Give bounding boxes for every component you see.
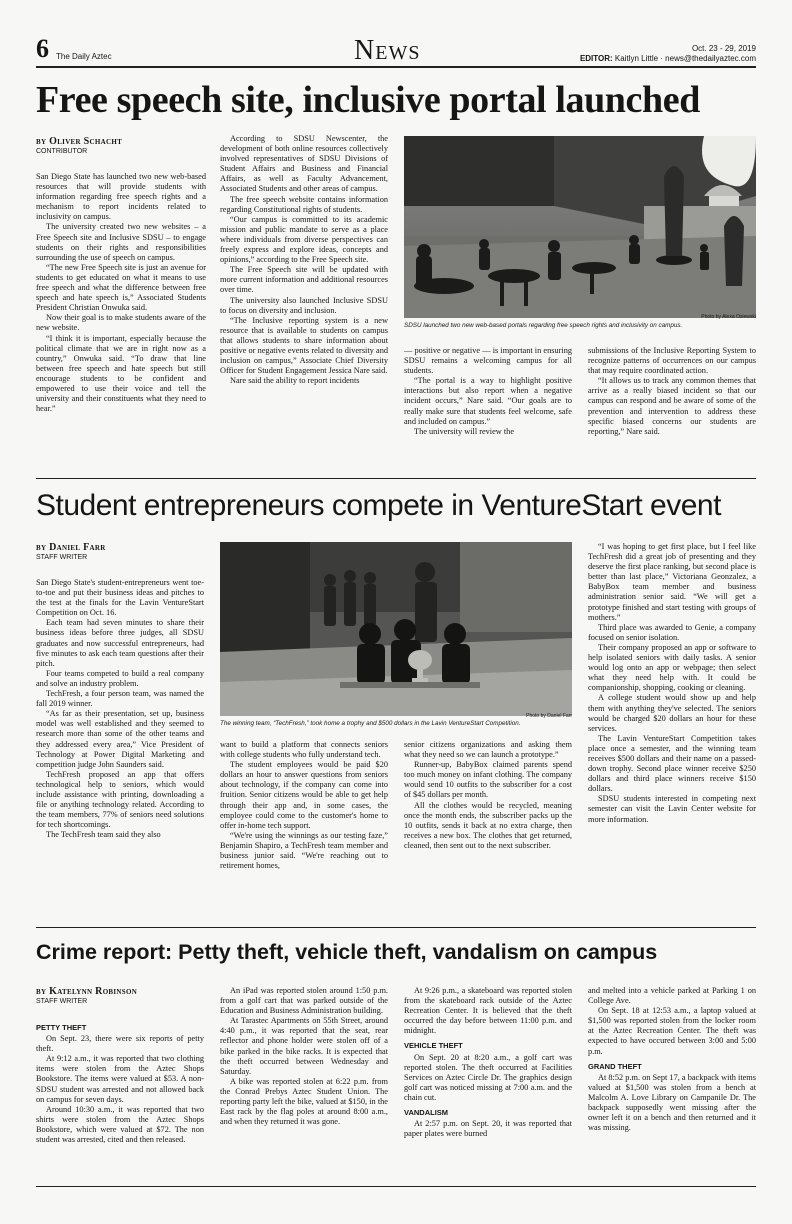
paragraph: A college student would show up and help them with anything they've selected. The seniors would be charged $20 dollars an hour for these services. <box>588 693 756 733</box>
article-3-byline <box>36 986 196 1005</box>
article-2-photo <box>220 542 572 716</box>
paragraph: TechFresh proposed an app that offers technological help to seniors, which would include assistance with printing, downloading a file or anything technology related. According to the team members, 77% of seniors need solutions for tech shortcomings. <box>36 769 204 830</box>
article-3-col-1 <box>36 1018 204 1178</box>
paragraph: The student employees would be paid $20 dollars an hour to answer questions from seniors about technology, if the company can come into fruition. Senior citizens would be able to get help through their app and, in some cases, the employee could come to the customer's home to offer in-home tech support. <box>220 760 388 830</box>
article-2-photo-caption: The winning team, “TechFresh,” took home a trophy and $500 dollars in the Lavin VentureStart Competition. <box>220 720 521 727</box>
paragraph: An iPad was reported stolen around 1:50 p.m. from a golf cart that was parked outside of the Education and Business Administration building. <box>220 986 388 1016</box>
paragraph: “I was hoping to get first place, but I feel like TechFresh did a great job of presenting and they deserve the first place ranking, but second place is better than last place,” Victoriana Geonzalez, a BabyBox team member and business administration senior said. “We will get a prototype finished and start testing with groups of mothers.” <box>588 542 756 622</box>
paragraph: According to SDSU Newscenter, the development of both online resources collectively involved representatives of SDSU Divisions of Student Affairs and Business and Financial Affairs, as well as Faculty Advancement, Associated Students and other areas of campus. <box>220 134 388 194</box>
paragraph: Their company proposed an app or software to help isolated seniors with daily tasks. A senior would log onto an app or webpage; then select what they need help with. It could be companionship, shopping, cooking or cleaning. <box>588 642 756 693</box>
byline-prefix: by <box>36 136 50 147</box>
article-1-byline <box>36 136 196 155</box>
paragraph: The Lavin VentureStart Competition takes place once a semester, and the winning team receives $500 dollars and their name on a passed-down trophy. Second place winner receive $250 dollars and third place winners receive $150 dollars. <box>588 733 756 794</box>
paragraph: Now their goal is to make students aware of the new website. <box>36 313 206 333</box>
article-1-photo-credit: Photo by Alexa Osiewski <box>701 314 756 320</box>
article-3-col-2 <box>220 986 388 1176</box>
editor-contact: Kaitlyn Little · news@thedailyaztec.com <box>614 54 756 63</box>
paragraph: The free speech website contains information regarding Constitutional rights of students. <box>220 194 388 214</box>
paragraph: The TechFresh team said they also <box>46 830 161 840</box>
article-3-col-3 <box>404 986 572 1176</box>
header-rule <box>36 66 756 68</box>
article-2-role: STAFF WRITER <box>36 554 88 561</box>
paragraph: “It allows us to track any common themes that arrive as a really biased incident so that our campus can respond and be aware of some of the prevention and intervention to address these specific biased concerns our students are reporting,” Nare said. <box>588 376 756 436</box>
paragraph: A bike was reported stolen at 6:22 p.m. from the Conrad Prebys Aztec Student Union. The reporting party left the bike, valued at $150, in the East rack by the flag poles at around 8:00 a.m., and when they returned it was gone. <box>220 1076 388 1127</box>
article-3-author: Katelynn Robinson <box>49 986 138 997</box>
article-1-role: CONTRIBUTOR <box>36 148 88 155</box>
paragraph: “We're using the winnings as our testing faze,” Benjamin Shapiro, a TechFresh team member and business junior said. “We're reaching out to retirement homes, <box>220 830 388 871</box>
paragraph: submissions of the Inclusive Reporting System to recognize patterns of occurrences on our campus that may require coordinated action. <box>588 346 756 376</box>
article-1-col-1 <box>36 172 206 464</box>
article-2-headline: Student entrepreneurs compete in VentureStart event <box>36 489 721 522</box>
article-1-author: Oliver Schacht <box>49 136 123 147</box>
section-title: News <box>354 35 421 66</box>
article-1-photo <box>404 136 756 318</box>
paragraph: “Our campus is committed to its academic mission and public mandate to serve as a place where individuals from diverse perspectives can freely express and explore ideas, concepts and opinions,” according to the Free Speech site. <box>220 214 388 265</box>
paragraph: On Sept. 20 at 8:20 a.m., a golf cart was reported stolen. The theft occurred at Facilities Services on Aztec Circle Dr. The graphics design golf cart was noticed missing at 7:00 a.m. and the chain cut. <box>404 1052 572 1102</box>
paragraph: Around 10:30 a.m., it was reported that two shirts were stolen from the Aztec Shops Bookstore, which were valued at $72. The non student was arrested, cited and then released. <box>36 1104 204 1145</box>
article-1-photo-caption: SDSU launched two new web-based portals regarding free speech rights and inclusivity on campus. <box>404 322 683 329</box>
paragraph: At 8:52 p.m. on Sept 17, a backpack with items valued at $1,500 was stolen from a bench at Malcolm A. Love Library on Campanile Dr. The backpack supposedly went missing after the owner left it on a bench and then returned and it was missing. <box>588 1072 756 1133</box>
issue-info <box>580 44 756 64</box>
patio-photo-illustration <box>404 136 756 318</box>
subhead-grand-theft: GRAND THEFT <box>588 1061 642 1071</box>
editor-label: EDITOR: <box>579 54 613 63</box>
paragraph: SDSU students interested in competing next semester can visit the Lavin Center website for more information. <box>588 794 756 824</box>
paragraph: At 2:57 p.m. on Sept. 20, it was reported that paper plates were burned <box>404 1119 572 1139</box>
footer-rule <box>36 1186 756 1187</box>
paragraph: The Free Speech site will be updated with more current information and additional resources over time. <box>220 265 388 295</box>
paragraph: “I think it is important, especially because the political climate that we are in right now as a country,” Onwuka said. “To draw that line between free speech and hate speech but still encourage students to be confident and empowered to use their voice and tell the university and their constituents what they need to hear.” <box>36 333 206 414</box>
article-3-role: STAFF WRITER <box>36 998 88 1005</box>
paragraph: “As far as their presentation, set up, business model was well established and they seemed to research more than some of the other teams and they addressed every area,” Vice President of Technology at Power Digital Marketing and competition judge John Saunders said. <box>36 709 204 769</box>
article-2-col-2 <box>220 740 388 912</box>
paragraph: The university created two new websites – a Free Speech site and Inclusive SDSU – to engage students on their rights and responsibilities surrounding the use of speech on campus. <box>36 222 206 262</box>
paragraph: At Tarastec Apartments on 55th Street, around 4:40 p.m., it was reported that the seat, rear reflector and phone holder were stolen off of a bike parked in the bike racks. It is expected that the theft occurred between Wednesday and Saturday. <box>220 1016 388 1076</box>
page-number: 6 <box>36 34 49 63</box>
paragraph: “The Inclusive reporting system is a new resource that is available to students on campus that allows students to share information about positive or negative events related to diversity and inclusion on campus,” Associate Chief Diversity Officer for Student Engagement Jessica Nare said. <box>220 315 388 376</box>
article-2-photo-credit: Photo by Daniel Farr <box>526 713 572 719</box>
article-3-headline: Crime report: Petty theft, vehicle theft, vandalism on campus <box>36 940 658 964</box>
article-2-col-3 <box>404 740 572 912</box>
paragraph: On Sept. 23, there were six reports of petty theft. <box>36 1034 204 1054</box>
paragraph: At 9:26 p.m., a skateboard was reported stolen from the skateboard rack outside of the Aztec Recreation Center. It is believed that the theft occurred the day before between 11:00 p.m. and midnight. <box>404 986 572 1036</box>
paragraph: Nare said the ability to report incidents <box>230 376 360 386</box>
issue-date: Oct. 23 - 29, 2019 <box>691 44 756 53</box>
paragraph: At 9:12 a.m., it was reported that two clothing items were stolen from the Aztec Shops Bookstore. The items were valued at $53. A non-SDSU student was arrested and not allowed back on campus for seven days. <box>36 1054 204 1104</box>
subhead-vandalism: VANDALISM <box>404 1108 449 1118</box>
article-1-headline: Free speech site, inclusive portal launched <box>36 79 700 121</box>
paragraph: The university also launched Inclusive SDSU to focus on diversity and inclusion. <box>220 295 388 315</box>
paragraph: senior citizens organizations and asking them what they need so we can launch a prototype.” <box>404 740 572 760</box>
paragraph: Third place was awarded to Genie, a company focused on senior isolation. <box>588 622 756 642</box>
paragraph: The university will review the <box>414 426 514 436</box>
article-2-byline <box>36 542 196 561</box>
article-3-col-4 <box>588 986 756 1176</box>
article-2-author: Daniel Farr <box>49 542 106 553</box>
section-rule-1 <box>36 478 756 479</box>
paragraph: TechFresh, a four person team, was named the fall 2019 winner. <box>36 689 204 709</box>
article-1-col-2 <box>220 134 388 456</box>
paragraph: “The new Free Speech site is just an avenue for students to get educated on what it means to use free speech and what the difference between free speech and hate speech is,” Associated Students President Christian Onwuka said. <box>36 262 206 313</box>
article-2-col-4 <box>588 542 756 906</box>
team-trophy-photo-illustration <box>220 542 572 716</box>
editor-line <box>580 54 756 64</box>
article-2-col-1 <box>36 578 204 910</box>
paragraph: All the clothes would be recycled, meaning once the month ends, the subscriber packs up the 10 outfits, sends it back at no extra charge, then receives a new box. The clothes that get returned, cleaned, then sent out to the next subscriber. <box>404 800 572 850</box>
subhead-petty-theft: PETTY THEFT <box>36 1023 87 1032</box>
paragraph: On Sept. 18 at 12:53 a.m., a laptop valued at $1,500 was reported stolen from the locker room at the Aztec Recreation Center. The theft was expected to have occured between 3:00 and 5:00 p.m. <box>588 1006 756 1056</box>
paragraph: want to build a platform that connects seniors with college students who fully understand tech. <box>220 740 388 760</box>
paragraph: and melted into a vehicle parked at Parking 1 on College Ave. <box>588 986 756 1006</box>
section-rule-2 <box>36 927 756 928</box>
paragraph: San Diego State has launched two new web-based resources that will provide students with information regarding free speech rights and a mechanism to report incidents related to inclusivity on campus. <box>36 172 206 222</box>
paragraph: Runner-up, BabyBox claimed parents spend too much money on infant clothing. The company would send 10 outfits to the subscriber for a cost of $45 dollars per month. <box>404 760 572 800</box>
article-1-col-3 <box>404 346 572 458</box>
subhead-vehicle-theft: VEHICLE THEFT <box>404 1041 463 1051</box>
paragraph: — positive or negative — is important in ensuring SDSU remains a welcoming campus for all students. <box>404 346 572 376</box>
paragraph: Each team had seven minutes to share their business ideas before three judges, all SDSU graduates and now successful entrepreneurs, had five minutes to ask each team questions after their pitch. <box>36 618 204 668</box>
paragraph: “The portal is a way to highlight positive interactions but also report when a negative incident occurs,” Nare said. “Our goals are to really make sure that students feel welcome, safe and included on campus.” <box>404 376 572 426</box>
byline-prefix: by <box>36 986 50 997</box>
article-1-col-4 <box>588 346 756 458</box>
byline-prefix: by <box>36 542 50 553</box>
paragraph: San Diego State's student-entrepreneurs went toe-to-toe and put their business ideas and pitches to the test at the finals for the Lavin VentureStart Competition on Oct. 16. <box>36 578 204 618</box>
paragraph: Four teams competed to build a real company and solve an industry problem. <box>36 668 204 688</box>
publication-name: The Daily Aztec <box>56 52 112 61</box>
